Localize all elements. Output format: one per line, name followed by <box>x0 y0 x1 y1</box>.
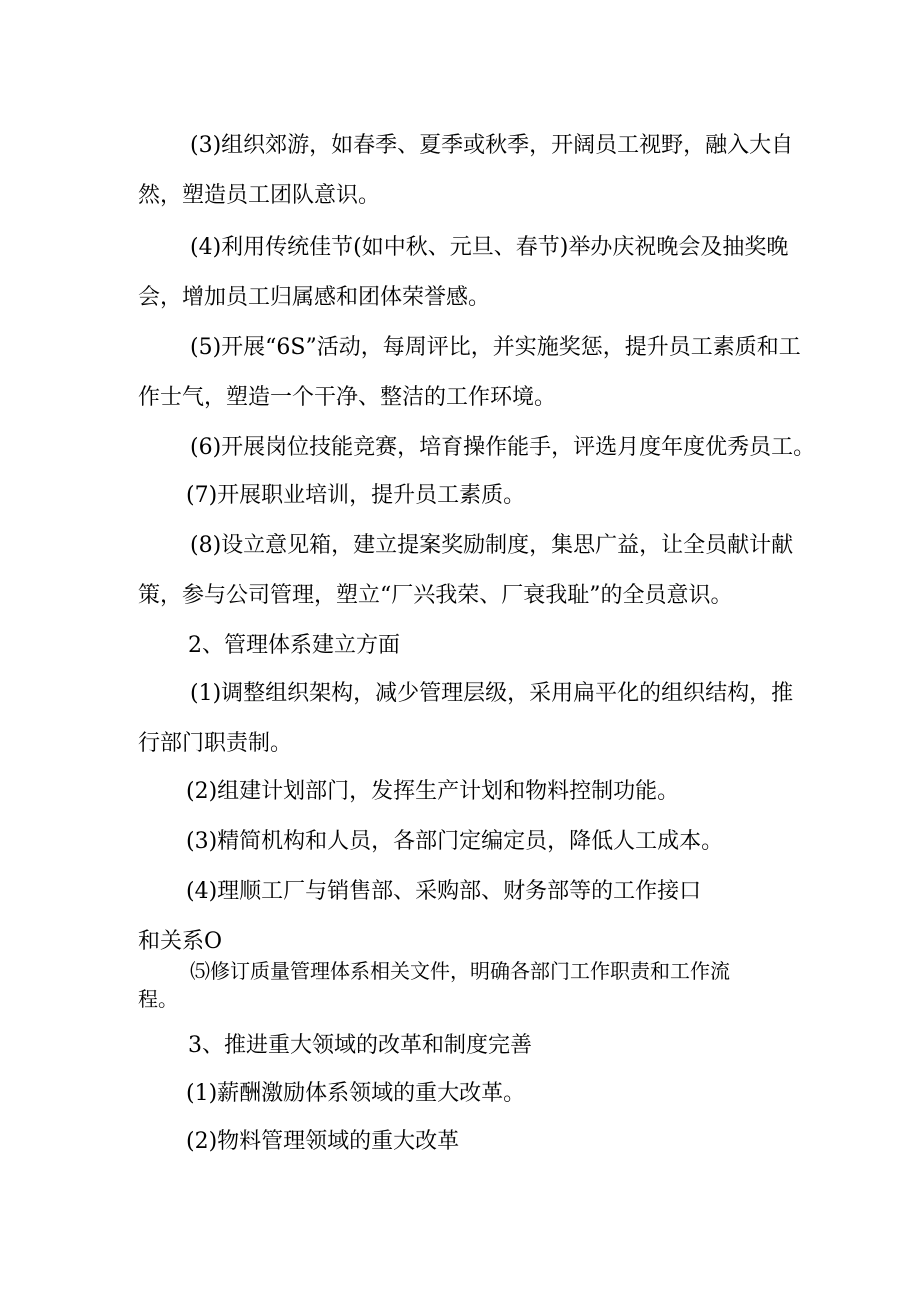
section-2-item-4-line-1: (4)理顺工厂与销售部、采购部、财务部等的工作接口 <box>186 879 702 904</box>
paragraph-7: (7)开展职业培训，提升员工素质。 <box>186 483 526 508</box>
paragraph-4-line-1: (4)利用传统佳节(如中秋、元旦、春节)举办庆祝晚会及抽奖晚 <box>190 235 789 260</box>
section-2-item-5-line-1: ⑸修订质量管理体系相关文件，明确各部门工作职责和工作流 <box>190 959 730 983</box>
section-3-heading: 3、推进重大领域的改革和制度完善 <box>188 1033 532 1058</box>
paragraph-8-line-1: (8)设立意见箱，建立提案奖励制度，集思广益，让全员献计献 <box>190 533 794 558</box>
paragraph-4-line-2: 会，增加员工归属感和团体荣誉感。 <box>138 285 491 310</box>
section-2-item-3: (3)精简机构和人员，各部门定编定员，降低人工成本。 <box>186 829 724 854</box>
paragraph-5-line-1: (5)开展“6S”活动，每周评比，并实施奖惩，提升员工素质和工 <box>190 335 801 360</box>
paragraph-3-line-2: 然，塑造员工团队意识。 <box>138 183 381 208</box>
paragraph-8-line-2: 策，参与公司管理，塑立“厂兴我荣、厂衰我耻”的全员意识。 <box>138 583 733 608</box>
section-2-item-2: (2)组建计划部门，发挥生产计划和物料控制功能。 <box>186 779 680 804</box>
section-3-item-2: (2)物料管理领域的重大改革 <box>186 1129 460 1154</box>
section-2-heading: 2、管理体系建立方面 <box>188 633 400 658</box>
paragraph-5-line-2: 作士气，塑造一个干净、整洁的工作环境。 <box>138 385 557 410</box>
section-3-item-1: (1)薪酬激励体系领域的重大改革。 <box>186 1081 526 1106</box>
section-2-item-1-line-1: (1)调整组织架构，减少管理层级，采用扁平化的组织结构，推 <box>190 681 794 706</box>
section-2-item-5-line-2: 程。 <box>138 987 178 1011</box>
paragraph-3-line-1: (3)组织郊游，如春季、夏季或秋季，开阔员工视野，融入大自 <box>190 133 794 158</box>
paragraph-6: (6)开展岗位技能竞赛，培育操作能手，评选月度年度优秀员工。 <box>190 435 816 460</box>
section-2-item-4-line-2: 和关系O <box>138 929 223 954</box>
section-2-item-1-line-2: 行部门职责制。 <box>138 731 293 756</box>
